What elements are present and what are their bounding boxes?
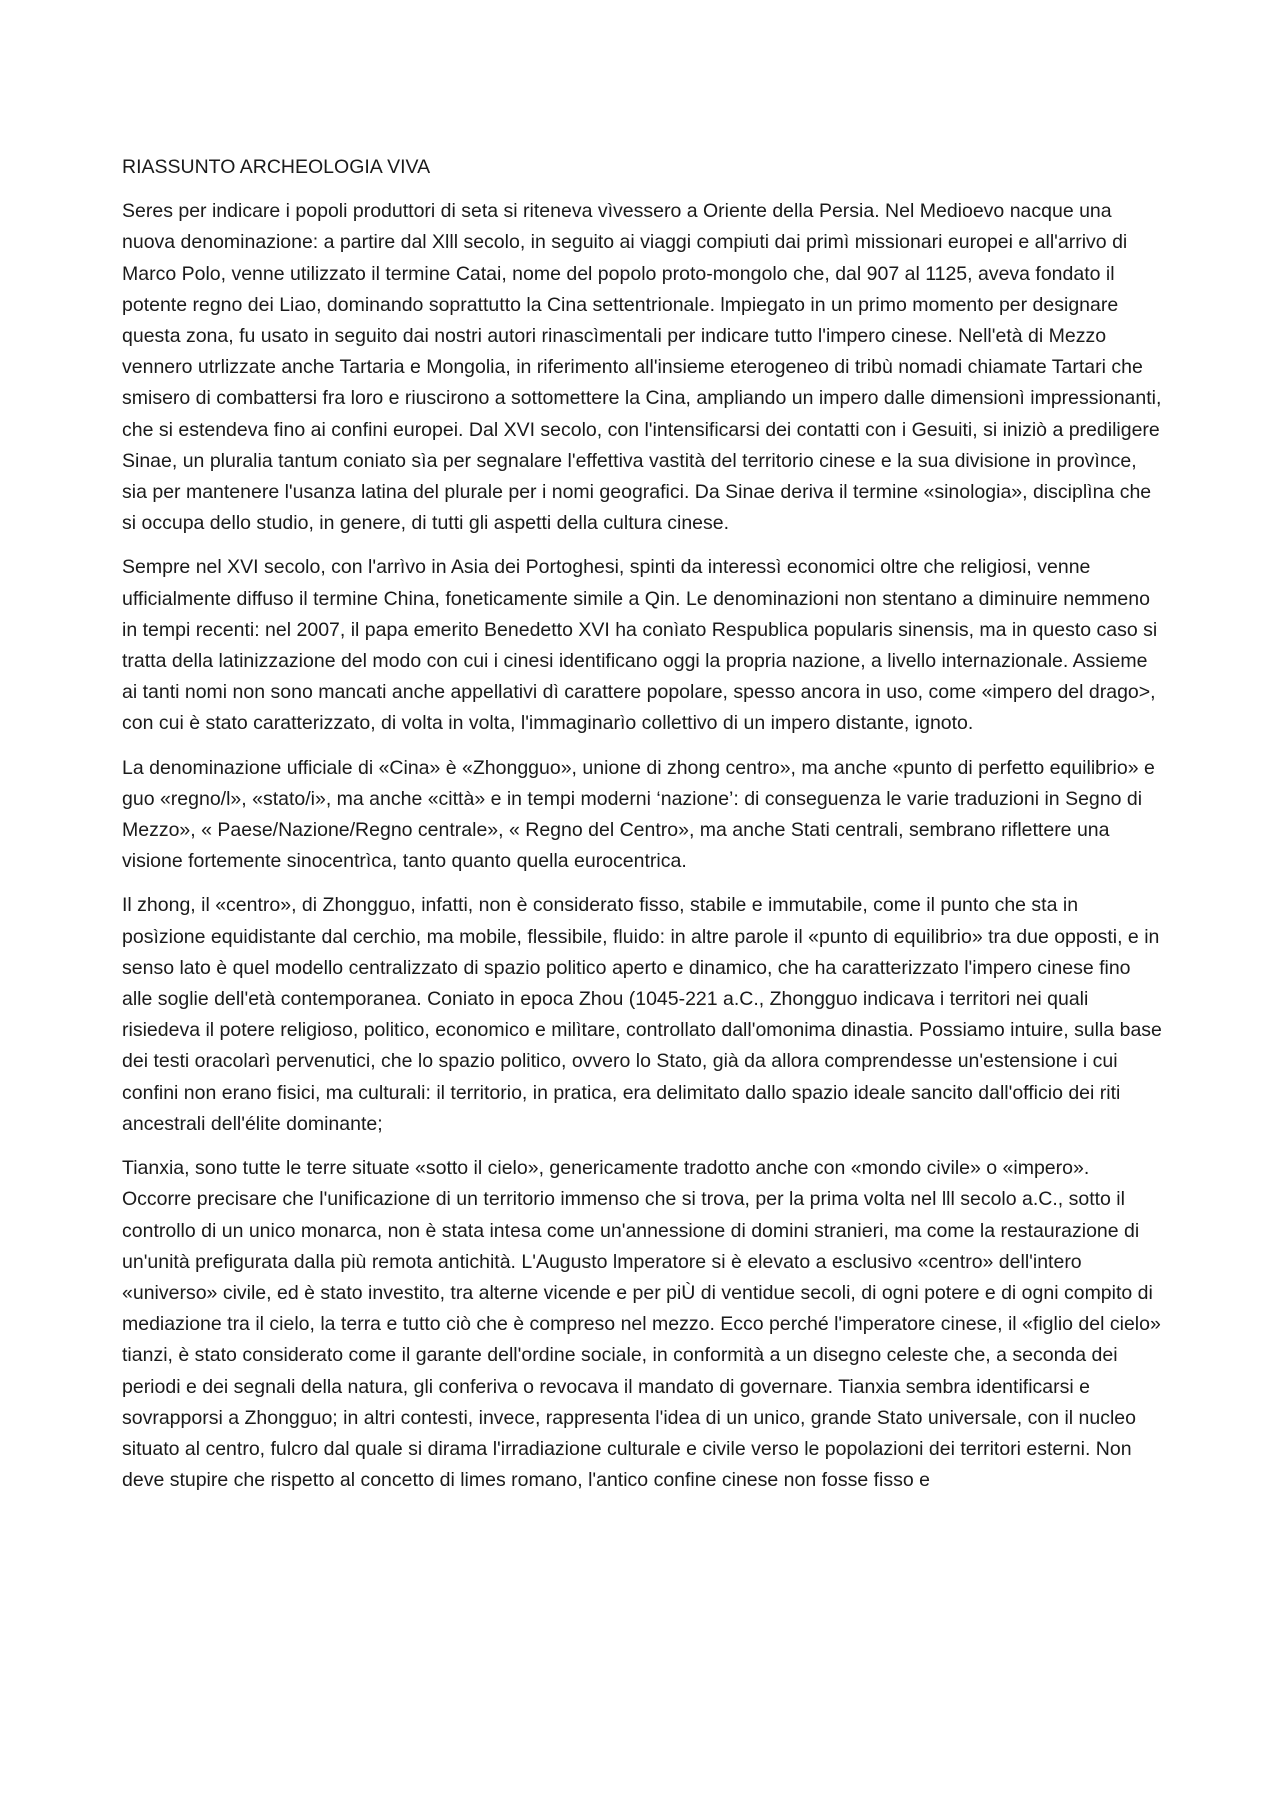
paragraph-portuguese-china: Sempre nel XVI secolo, con l'arrìvo in Asia dei Portoghesi, spinti da interessì economici oltre che religiosi, venne ufficialmente diffuso il termine China, foneticamente simile a Qin. Le denominazioni non stentano a diminuire nemmeno in tempi recenti: nel 2007, il papa emerito Benedetto XVI ha conìato Respublica popularis sinensis, ma in questo caso si tratta della latinizzazione del modo con cui i cinesi identificano oggi la propria nazione, a livello internazionale. Assieme ai tanti nomi non sono mancati anche appellativi dì carattere popolare, spesso ancora in uso, come «impero del drago>, con cui è stato caratterizzato, di volta in volta, l'immaginarìo collettivo di un impero distante, ignoto. — [122, 556, 1158, 735]
paragraph-zhongguo-denomination: La denominazione ufficiale di «Cina» è «Zhongguo», unione di zhong centro», ma anche «punto di perfetto equilibrio» e guo «regno/l», «stato/i», ma anche «città» e in tempi moderni ‘nazione’: di conseguenza le varie traduzioni in Segno di Mezzo», « Paese/Nazione/Regno centrale», « Regno del Centro», ma anche Stati centrali, sembrano riflettere una visione fortemente sinocentrìca, tanto quanto quella eurocentrica. — [122, 756, 1155, 873]
document-body — [122, 152, 1162, 1509]
paragraph-names-of-china: Seres per indicare i popoli produttori di seta si riteneva vìvessero a Oriente della Persia. Nel Medioevo nacque una nuova denominazione: a partire dal Xlll secolo, in seguito ai viaggi compiuti dai primì missionari europei e all'arrivo di Marco Polo, venne utilizzato il termine Catai, nome del popolo proto-mongolo che, dal 907 al 1125, aveva fondato il potente regno dei Liao, dominando soprattutto la Cina settentrionale. lmpiegato in un primo momento per designare questa zona, fu usato in seguito dai nostri autori rinascìmentali per indicare tutto l'impero cinese. Nell'età di Mezzo vennero utrlizzate anche Tartaria e Mongolia, in riferimento all'insieme eterogeneo di tribù nomadi chiamate Tartari che smisero di combattersi fra loro e riuscirono a sottomettere la Cina, ampliando un impero dalle dimensionì impressionanti, che si estendeva fino ai confini europei. Dal XVI secolo, con l'intensificarsi dei contatti con i Gesuiti, si iniziò a prediligere Sinae, un pluralia tantum coniato sìa per segnalare l'effettiva vastità del territorio cinese e la sua divisione in provìnce, sia per mantenere l'usanza latina del plurale per i nomi geografici. Da Sinae deriva il termine «sinologia», disciplìna che si occupa dello studio, in genere, di tutti gli aspetti della cultura cinese. — [122, 200, 1162, 535]
document-title: RIASSUNTO ARCHEOLOGIA VIVA — [122, 156, 431, 178]
paragraph-tianxia: Tianxia, sono tutte le terre situate «sotto il cielo», genericamente tradotto anche con «mondo civile» o «impero». Occorre precisare che l'unificazione di un territorio immenso che si trova, per la prima volta nel lll secolo a.C., sotto il controllo di un unico monarca, non è stata intesa come un'annessione di domini stranieri, ma come la restaurazione di un'unità prefigurata dalla più remota antichità. L'Augusto lmperatore si è elevato a esclusivo «centro» dell'intero «universo» civile, ed è stato investito, tra alterne vicende e per piÙ di ventidue secoli, di ogni potere e di ogni compito di mediazione tra il cielo, la terra e tutto ciò che è compreso nel mezzo. Ecco perché l'imperatore cinese, il «figlio del cielo» tianzi, è stato considerato come il garante dell'ordine sociale, in conformità a un disegno celeste che, a seconda dei periodi e dei segnali della natura, gli conferiva o revocava il mandato di governare. Tianxia sembra identificarsi e sovrapporsi a Zhongguo; in altri contesti, invece, rappresenta l'idea di un unico, grande Stato universale, con il nucleo situato al centro, fulcro dal quale si dirama l'irradiazione culturale e civile verso le popolazioni dei territori esterni. Non deve stupire che rispetto al concetto di limes romano, l'antico confine cinese non fosse fisso e — [122, 1157, 1161, 1492]
paragraph-zhong-centre: Il zhong, il «centro», di Zhongguo, infatti, non è considerato fisso, stabile e immutabile, come il punto che sta in posìzione equidistante dal cerchio, ma mobile, flessibile, fluido: in altre parole il «punto di equilibrio» tra due opposti, e in senso lato è quel modello centralizzato di spazio politico aperto e dinamico, che ha caratterizzato l'impero cinese fino alle soglie dell'età contemporanea. Coniato in epoca Zhou (1045-221 a.C., Zhongguo indicava i territori nei quali risiedeva il potere religioso, politico, economico e milìtare, controllato dall'omonima dinastia. Possiamo intuire, sulla base dei testi oracolarì pervenutici, che lo spazio politico, ovvero lo Stato, già da allora comprendesse un'estensione i cui confini non erano fisici, ma culturali: il territorio, in pratica, era delimitato dallo spazio ideale sancito dall'officio dei riti ancestrali dell'élite dominante; — [122, 894, 1162, 1135]
